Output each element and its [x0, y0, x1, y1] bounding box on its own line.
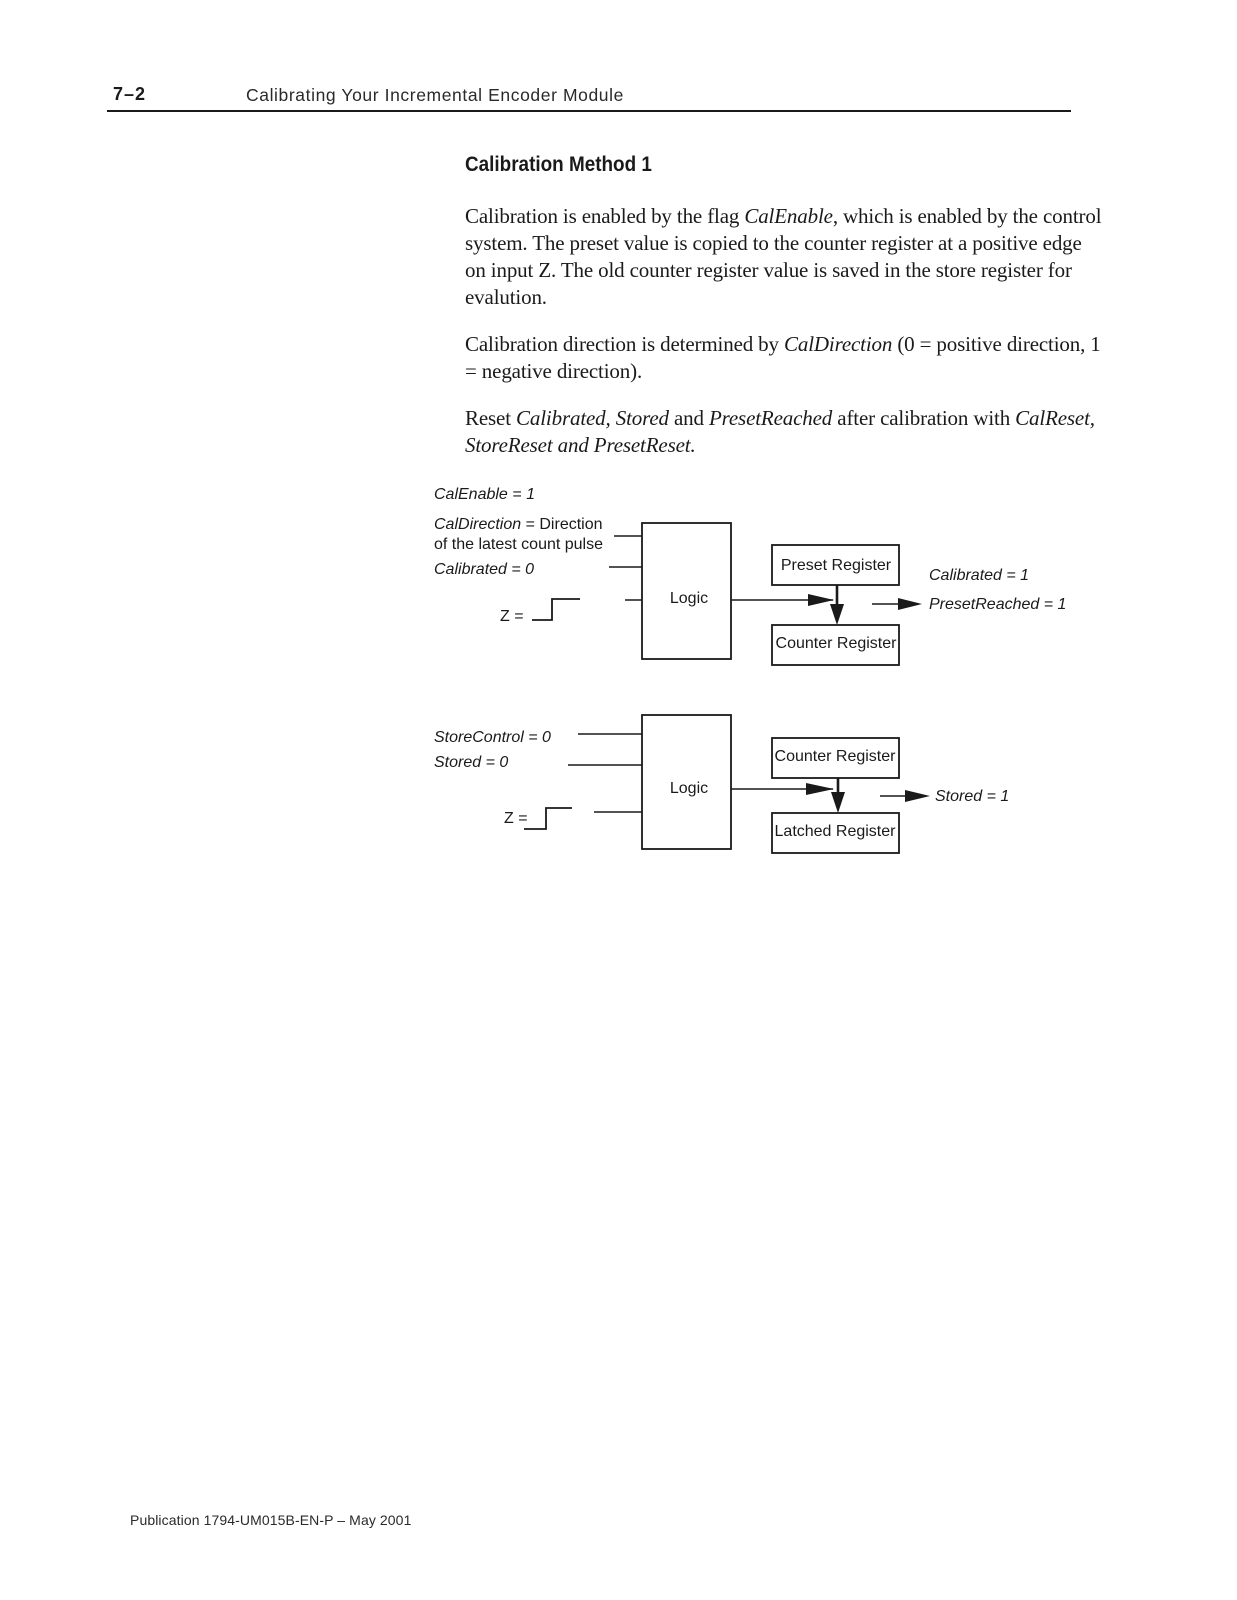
p2-text-1: Calibration direction is determined by [465, 332, 784, 356]
stored-output-label: Stored = 1 [935, 788, 1010, 805]
calibrated-output-label: Calibrated = 1 [929, 567, 1030, 584]
preset-to-counter-arrow-icon [830, 604, 844, 625]
counter-to-latched-arrow-icon [831, 792, 845, 813]
p1-text-1: Calibration is enabled by the flag [465, 204, 745, 228]
diagram-store-logic [434, 715, 1009, 853]
stored-input-label: Stored = 0 [434, 754, 509, 771]
store-control-label: StoreControl = 0 [434, 729, 551, 746]
preset-reached-output-label: PresetReached = 1 [929, 596, 1067, 613]
p3-flags-3: CalReset, StoreReset and PresetReset. [465, 406, 1095, 457]
p2-flag-name: CalDirection [783, 332, 893, 356]
p2-text-2: (0 = positive direction, 1 = negative direction). [465, 332, 1101, 383]
page-number: 7–2 [113, 84, 147, 104]
z-input-label: Z = [500, 608, 524, 625]
counter-register-label: Counter Register [775, 635, 897, 652]
calibrated-input-label: Calibrated = 0 [434, 561, 535, 578]
z-step-pulse-icon-2 [524, 808, 572, 829]
p3-text-1: Reset [465, 406, 517, 430]
running-header-title: Calibrating Your Incremental Encoder Module [246, 85, 624, 105]
p3-text-3: after calibration with [832, 406, 1016, 430]
p3-flags-1: Calibrated, Stored [516, 406, 669, 430]
p3-flags-2: PresetReached [708, 406, 833, 430]
diagram-calibration-logic [434, 486, 1066, 665]
p3-text-2: and [668, 406, 709, 430]
counter-register-label-2: Counter Register [774, 748, 896, 765]
z-input-label-2: Z = [504, 810, 528, 827]
p1-flag-name: CalEnable [744, 204, 833, 228]
publication-footer: Publication 1794-UM015B-EN-P – May 2001 [130, 1512, 412, 1528]
z-step-pulse-icon [532, 599, 580, 620]
logic-label: Logic [669, 590, 709, 607]
p1-text-2: , which is enabled by the control system. The preset value is copied to the counter register at a positive edge on input Z. The old counter register value is saved in the store register for evalution. [465, 204, 1102, 309]
cal-direction-label-line2: of the latest count pulse [434, 536, 603, 553]
logic-label-2: Logic [669, 780, 709, 797]
latched-register-label: Latched Register [774, 823, 896, 840]
output-arrow-icon [898, 598, 922, 610]
cal-direction-label: CalDirection = Direction [434, 516, 603, 533]
section-heading: Calibration Method 1 [465, 153, 652, 176]
cal-enable-label: CalEnable = 1 [434, 486, 535, 503]
output-arrow-icon-2 [905, 790, 930, 802]
preset-register-label: Preset Register [780, 557, 892, 574]
logic-output-arrow-icon-2 [806, 783, 834, 795]
